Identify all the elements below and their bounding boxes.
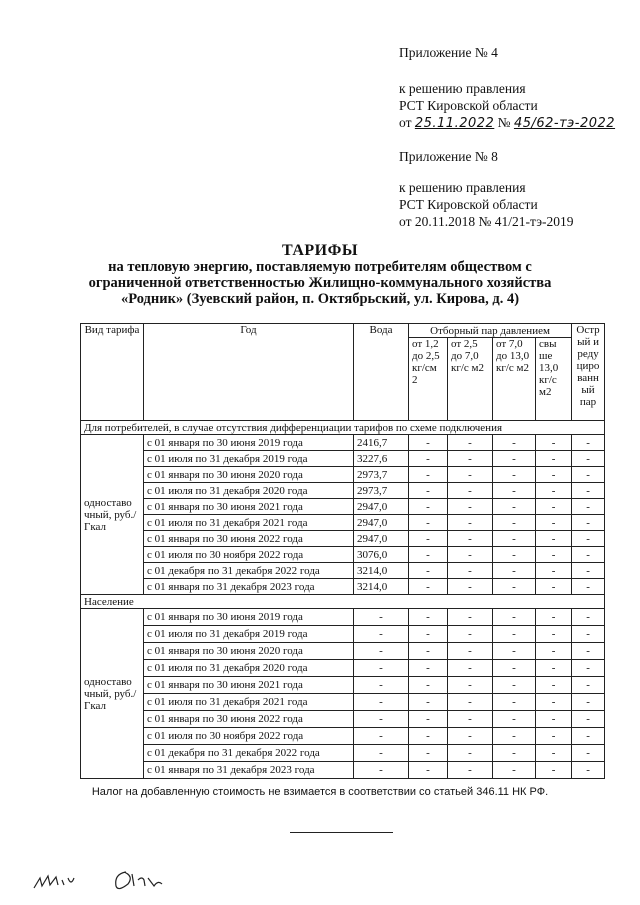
steam-cell: - [536, 643, 572, 660]
header-steam-1: от 1,2 до 2,5 кг/см 2 [409, 338, 448, 421]
table-row [81, 643, 605, 660]
table-row [81, 762, 605, 779]
steam-cell: - [409, 660, 448, 677]
water-cell: 3076,0 [354, 547, 409, 563]
steam-cell: - [536, 579, 572, 595]
water-cell: - [354, 626, 409, 643]
period-cell: с 01 июля по 30 ноября 2022 года [144, 547, 354, 563]
sharp-steam-cell: - [572, 547, 605, 563]
period-cell: с 01 января по 30 июня 2022 года [144, 711, 354, 728]
water-cell: 3214,0 [354, 579, 409, 595]
sharp-steam-cell: - [572, 694, 605, 711]
steam-cell: - [536, 626, 572, 643]
table-row [81, 745, 605, 762]
period-cell: с 01 января по 30 июня 2021 года [144, 677, 354, 694]
header-year: Год [144, 324, 354, 421]
steam-cell: - [536, 547, 572, 563]
decision-8-line3: от 20.11.2018 № 41/21-тэ-2019 [399, 214, 574, 229]
table-row [81, 483, 605, 499]
steam-cell: - [493, 643, 536, 660]
sharp-steam-cell: - [572, 563, 605, 579]
steam-cell: - [493, 483, 536, 499]
sharp-steam-cell: - [572, 483, 605, 499]
period-cell: с 01 июля по 31 декабря 2019 года [144, 626, 354, 643]
decision-4-number: 45/62-тэ-2022 [513, 116, 616, 131]
steam-cell: - [448, 451, 493, 467]
steam-cell: - [536, 483, 572, 499]
table-row [81, 435, 605, 451]
water-cell: - [354, 660, 409, 677]
steam-cell: - [448, 531, 493, 547]
steam-cell: - [493, 515, 536, 531]
sharp-steam-cell: - [572, 626, 605, 643]
sharp-steam-cell: - [572, 579, 605, 595]
header-water: Вода [354, 324, 409, 421]
steam-cell: - [448, 677, 493, 694]
steam-cell: - [409, 563, 448, 579]
period-cell: с 01 июля по 31 декабря 2019 года [144, 451, 354, 467]
water-cell: - [354, 677, 409, 694]
period-cell: с 01 января по 31 декабря 2023 года [144, 579, 354, 595]
steam-cell: - [493, 660, 536, 677]
steam-cell: - [493, 451, 536, 467]
steam-cell: - [536, 499, 572, 515]
steam-cell: - [536, 563, 572, 579]
water-cell: 2947,0 [354, 515, 409, 531]
water-cell: - [354, 711, 409, 728]
section-header [81, 595, 605, 609]
water-cell: - [354, 609, 409, 626]
period-cell: с 01 декабря по 31 декабря 2022 года [144, 745, 354, 762]
steam-cell: - [448, 435, 493, 451]
decision-4-line1: к решению правления [399, 81, 526, 96]
steam-cell: - [448, 547, 493, 563]
water-cell: 2947,0 [354, 531, 409, 547]
steam-cell: - [448, 643, 493, 660]
period-cell: с 01 января по 30 июня 2022 года [144, 531, 354, 547]
period-cell: с 01 июля по 31 декабря 2020 года [144, 483, 354, 499]
period-cell: с 01 декабря по 31 декабря 2022 года [144, 563, 354, 579]
steam-cell: - [448, 711, 493, 728]
table-row [81, 694, 605, 711]
steam-cell: - [448, 745, 493, 762]
header-row-1 [81, 324, 605, 338]
tariff-table [80, 323, 605, 779]
steam-cell: - [448, 579, 493, 595]
steam-cell: - [536, 694, 572, 711]
tariff-type-cell: одноставо чный, руб./Гкал [81, 435, 144, 595]
water-cell: - [354, 762, 409, 779]
steam-cell: - [493, 531, 536, 547]
header-steam-4: свы ше 13,0 кг/с м2 [536, 338, 572, 421]
steam-cell: - [409, 609, 448, 626]
water-cell: - [354, 728, 409, 745]
period-cell: с 01 января по 31 декабря 2023 года [144, 762, 354, 779]
steam-cell: - [536, 467, 572, 483]
table-row [81, 728, 605, 745]
steam-cell: - [409, 467, 448, 483]
table-row [81, 531, 605, 547]
steam-cell: - [493, 579, 536, 595]
table-row [81, 467, 605, 483]
sharp-steam-cell: - [572, 762, 605, 779]
period-cell: с 01 июля по 30 ноября 2022 года [144, 728, 354, 745]
steam-cell: - [536, 745, 572, 762]
period-cell: с 01 января по 30 июня 2019 года [144, 435, 354, 451]
sharp-steam-cell: - [572, 609, 605, 626]
water-cell: 3214,0 [354, 563, 409, 579]
water-cell: - [354, 694, 409, 711]
sharp-steam-cell: - [572, 435, 605, 451]
section-header [81, 421, 605, 435]
period-cell: с 01 января по 30 июня 2020 года [144, 643, 354, 660]
table-row [81, 451, 605, 467]
steam-cell: - [448, 483, 493, 499]
steam-cell: - [493, 745, 536, 762]
header-steam: Отборный пар давлением [409, 324, 572, 338]
steam-cell: - [448, 694, 493, 711]
steam-cell: - [409, 499, 448, 515]
decision-8-line1: к решению правления [399, 180, 526, 195]
water-cell: 2416,7 [354, 435, 409, 451]
sharp-steam-cell: - [572, 451, 605, 467]
steam-cell: - [536, 515, 572, 531]
steam-cell: - [493, 694, 536, 711]
sharp-steam-cell: - [572, 660, 605, 677]
steam-cell: - [536, 435, 572, 451]
sharp-steam-cell: - [572, 711, 605, 728]
steam-cell: - [409, 745, 448, 762]
steam-cell: - [493, 499, 536, 515]
table-row [81, 677, 605, 694]
header-sharp-steam: Остр ый и реду циро ванн ый пар [572, 324, 605, 421]
water-cell: 2973,7 [354, 483, 409, 499]
appendix-4-label: Приложение № 4 [399, 45, 498, 60]
header-steam-3: от 7,0 до 13,0 кг/с м2 [493, 338, 536, 421]
sharp-steam-cell: - [572, 677, 605, 694]
steam-cell: - [409, 483, 448, 499]
appendix-8-label: Приложение № 8 [399, 149, 498, 164]
steam-cell: - [409, 435, 448, 451]
decision-8-line2: РСТ Кировской области [399, 197, 538, 212]
period-cell: с 01 июля по 31 декабря 2021 года [144, 694, 354, 711]
period-cell: с 01 июля по 31 декабря 2020 года [144, 660, 354, 677]
vat-footnote: Налог на добавленную стоимость не взимается в соответствии со статьей 346.11 НК РФ. [91, 786, 549, 798]
header-steam-2: от 2,5 до 7,0 кг/с м2 [448, 338, 493, 421]
steam-cell: - [409, 451, 448, 467]
section-1-title: Для потребителей, в случае отсутствия дифференциации тарифов по схеме подключения [81, 421, 605, 435]
table-row [81, 515, 605, 531]
title-line3: «Родник» (Зуевский район, п. Октябрьский, ул. Кирова, д. 4) [120, 291, 520, 307]
sharp-steam-cell: - [572, 745, 605, 762]
steam-cell: - [536, 660, 572, 677]
steam-cell: - [536, 762, 572, 779]
steam-cell: - [536, 728, 572, 745]
table-row [81, 609, 605, 626]
steam-cell: - [409, 677, 448, 694]
table-row [81, 499, 605, 515]
water-cell: - [354, 643, 409, 660]
steam-cell: - [448, 515, 493, 531]
decision-4-prefix: от [399, 115, 412, 130]
title-line2: ограниченной ответственностью Жилищно-коммунального хозяйства [88, 275, 552, 291]
sharp-steam-cell: - [572, 643, 605, 660]
steam-cell: - [493, 467, 536, 483]
decision-4-line3 [399, 114, 615, 133]
steam-cell: - [493, 609, 536, 626]
period-cell: с 01 января по 30 июня 2021 года [144, 499, 354, 515]
table-row [81, 711, 605, 728]
steam-cell: - [409, 531, 448, 547]
divider-line [290, 832, 393, 833]
period-cell: с 01 января по 30 июня 2020 года [144, 467, 354, 483]
steam-cell: - [448, 609, 493, 626]
steam-cell: - [493, 626, 536, 643]
signature-icon [28, 858, 188, 898]
steam-cell: - [409, 728, 448, 745]
steam-cell: - [448, 563, 493, 579]
steam-cell: - [493, 677, 536, 694]
steam-cell: - [493, 711, 536, 728]
steam-cell: - [493, 435, 536, 451]
steam-cell: - [536, 677, 572, 694]
table-row [81, 563, 605, 579]
table-row [81, 626, 605, 643]
steam-cell: - [448, 762, 493, 779]
title-line1: на тепловую энергию, поставляемую потребителям обществом с [108, 259, 532, 275]
sharp-steam-cell: - [572, 728, 605, 745]
water-cell: 2973,7 [354, 467, 409, 483]
steam-cell: - [409, 547, 448, 563]
tariff-type-cell: одноставо чный, руб./Гкал [81, 609, 144, 779]
table-row [81, 547, 605, 563]
decision-4-line2: РСТ Кировской области [399, 98, 538, 113]
steam-cell: - [409, 694, 448, 711]
sharp-steam-cell: - [572, 499, 605, 515]
steam-cell: - [493, 728, 536, 745]
steam-cell: - [448, 728, 493, 745]
water-cell: 3227,6 [354, 451, 409, 467]
water-cell: - [354, 745, 409, 762]
steam-cell: - [409, 762, 448, 779]
steam-cell: - [493, 547, 536, 563]
steam-cell: - [409, 643, 448, 660]
steam-cell: - [493, 563, 536, 579]
table-row [81, 579, 605, 595]
decision-4-date: 25.11.2022 [414, 116, 495, 131]
steam-cell: - [493, 762, 536, 779]
steam-cell: - [536, 711, 572, 728]
water-cell: 2947,0 [354, 499, 409, 515]
steam-cell: - [536, 451, 572, 467]
table-row [81, 660, 605, 677]
steam-cell: - [536, 609, 572, 626]
steam-cell: - [448, 467, 493, 483]
steam-cell: - [448, 499, 493, 515]
document-title [0, 243, 640, 307]
steam-cell: - [448, 626, 493, 643]
steam-cell: - [409, 579, 448, 595]
decision-4-no-sign: № [497, 115, 511, 130]
period-cell: с 01 июля по 31 декабря 2021 года [144, 515, 354, 531]
sharp-steam-cell: - [572, 467, 605, 483]
title-main: ТАРИФЫ [281, 242, 359, 259]
sharp-steam-cell: - [572, 515, 605, 531]
steam-cell: - [409, 711, 448, 728]
steam-cell: - [409, 515, 448, 531]
period-cell: с 01 января по 30 июня 2019 года [144, 609, 354, 626]
sharp-steam-cell: - [572, 531, 605, 547]
steam-cell: - [536, 531, 572, 547]
steam-cell: - [409, 626, 448, 643]
section-2-title: Население [81, 595, 605, 609]
header-type: Вид тарифа [81, 324, 144, 421]
steam-cell: - [448, 660, 493, 677]
